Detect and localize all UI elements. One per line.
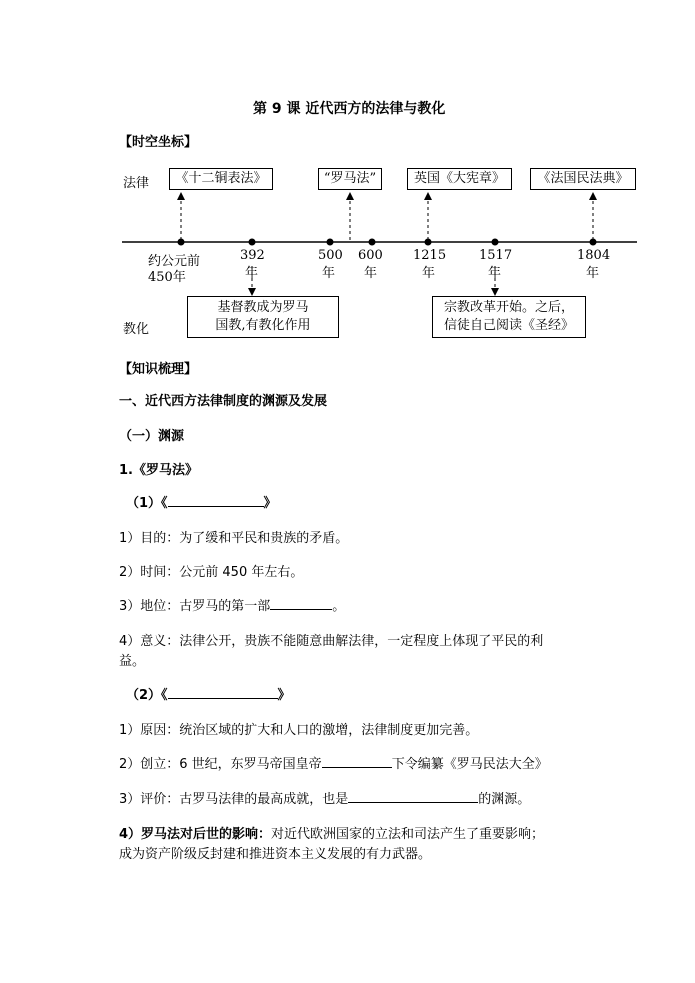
timeline-row-law-label: 法律 bbox=[123, 176, 150, 191]
text-line: 2）时间：公元前 450 年左右。 bbox=[119, 565, 304, 580]
text-suffix: 的渊源。 bbox=[478, 792, 531, 807]
text-line-with-blank bbox=[119, 788, 530, 807]
sub-item-prefix: （1）《 bbox=[126, 496, 168, 511]
fill-blank-4[interactable] bbox=[322, 755, 392, 768]
text-line: 1）原因：统治区域的扩大和人口的激增，法律制度更加完善。 bbox=[119, 723, 479, 738]
edu-event-line: 信徒自己阅读《圣经》 bbox=[443, 318, 574, 333]
heading-level-1: 一、近代西方法律制度的渊源及发展 bbox=[119, 394, 328, 409]
sub-item-suffix: 》 bbox=[277, 688, 291, 703]
timeline-dot-2 bbox=[249, 239, 256, 246]
fill-blank-3[interactable] bbox=[168, 686, 278, 699]
timeline-diagram bbox=[0, 0, 695, 400]
timeline-dot-6 bbox=[492, 239, 499, 246]
item-heading: 1.《罗马法》 bbox=[119, 463, 198, 478]
edu-event-line: 基督教成为罗马 bbox=[217, 300, 309, 315]
tick-year: 1804 bbox=[577, 248, 611, 263]
influence-text: 对近代欧洲国家的立法和司法产生了重要影响； bbox=[271, 827, 545, 842]
tick-unit: 年 bbox=[245, 266, 259, 281]
tick-unit: 年 bbox=[488, 266, 502, 281]
text-line bbox=[119, 823, 544, 842]
text-suffix: 下令编纂《罗马民法大全》 bbox=[391, 757, 548, 772]
sub-item-prefix: （2）《 bbox=[126, 688, 168, 703]
tick-year: 392 bbox=[240, 248, 265, 263]
tick-year: 500 bbox=[318, 248, 343, 263]
sub-item-2 bbox=[126, 684, 291, 703]
text-prefix: 3）地位：古罗马的第一部 bbox=[119, 599, 271, 614]
tick-unit: 450年 bbox=[148, 270, 186, 285]
sub-item-suffix: 》 bbox=[263, 496, 277, 511]
text-line: 1）目的：为了缓和平民和贵族的矛盾。 bbox=[119, 531, 349, 546]
law-event-box: 《法国民法典》 bbox=[530, 168, 636, 190]
law-event-box: 《十二铜表法》 bbox=[169, 168, 273, 190]
tick-unit: 年 bbox=[422, 266, 436, 281]
edu-event-box bbox=[432, 296, 586, 338]
tick-unit: 年 bbox=[322, 266, 336, 281]
timeline-dot-3 bbox=[327, 239, 334, 246]
fill-blank-2[interactable] bbox=[270, 597, 332, 610]
text-line: 4）意义：法律公开，贵族不能随意曲解法律，一定程度上体现了平民的利 bbox=[119, 634, 544, 649]
text-line: 益。 bbox=[119, 654, 146, 669]
edu-event-line: 宗教改革开始。之后， bbox=[443, 300, 574, 315]
law-event-box: “罗马法” bbox=[318, 168, 382, 190]
sub-item-1 bbox=[126, 492, 277, 511]
text-prefix: 2）创立：6 世纪，东罗马帝国皇帝 bbox=[119, 757, 322, 772]
page-title: 第 9 课 近代西方的法律与教化 bbox=[253, 101, 446, 117]
tick-year: 约公元前 bbox=[148, 254, 201, 269]
text-line: 成为资产阶级反封建和推进资本主义发展的有力武器。 bbox=[119, 847, 432, 862]
text-suffix: 。 bbox=[332, 599, 346, 614]
tick-year: 1215 bbox=[413, 248, 447, 263]
edu-event-line: 国教,有教化作用 bbox=[215, 318, 311, 333]
tick-year: 600 bbox=[358, 248, 383, 263]
tick-unit: 年 bbox=[586, 266, 600, 281]
fill-blank-1[interactable] bbox=[168, 494, 264, 507]
heading-level-2: （一）渊源 bbox=[119, 429, 185, 444]
fill-blank-5[interactable] bbox=[348, 790, 478, 803]
text-prefix: 3）评价：古罗马法律的最高成就，也是 bbox=[119, 792, 349, 807]
section-knowledge-heading: 【知识梳理】 bbox=[119, 362, 198, 377]
tick-year: 1517 bbox=[479, 248, 513, 263]
section-timeline-heading: 【时空坐标】 bbox=[119, 135, 198, 150]
tick-unit: 年 bbox=[364, 266, 378, 281]
timeline-row-edu-label: 教化 bbox=[123, 322, 150, 337]
text-line-with-blank bbox=[119, 595, 345, 614]
text-line-with-blank bbox=[119, 753, 548, 772]
influence-label: 4）罗马法对后世的影响： bbox=[119, 827, 272, 842]
timeline-dot-4 bbox=[369, 239, 376, 246]
law-event-box: 英国《大宪章》 bbox=[407, 168, 512, 190]
edu-event-box bbox=[187, 296, 339, 338]
